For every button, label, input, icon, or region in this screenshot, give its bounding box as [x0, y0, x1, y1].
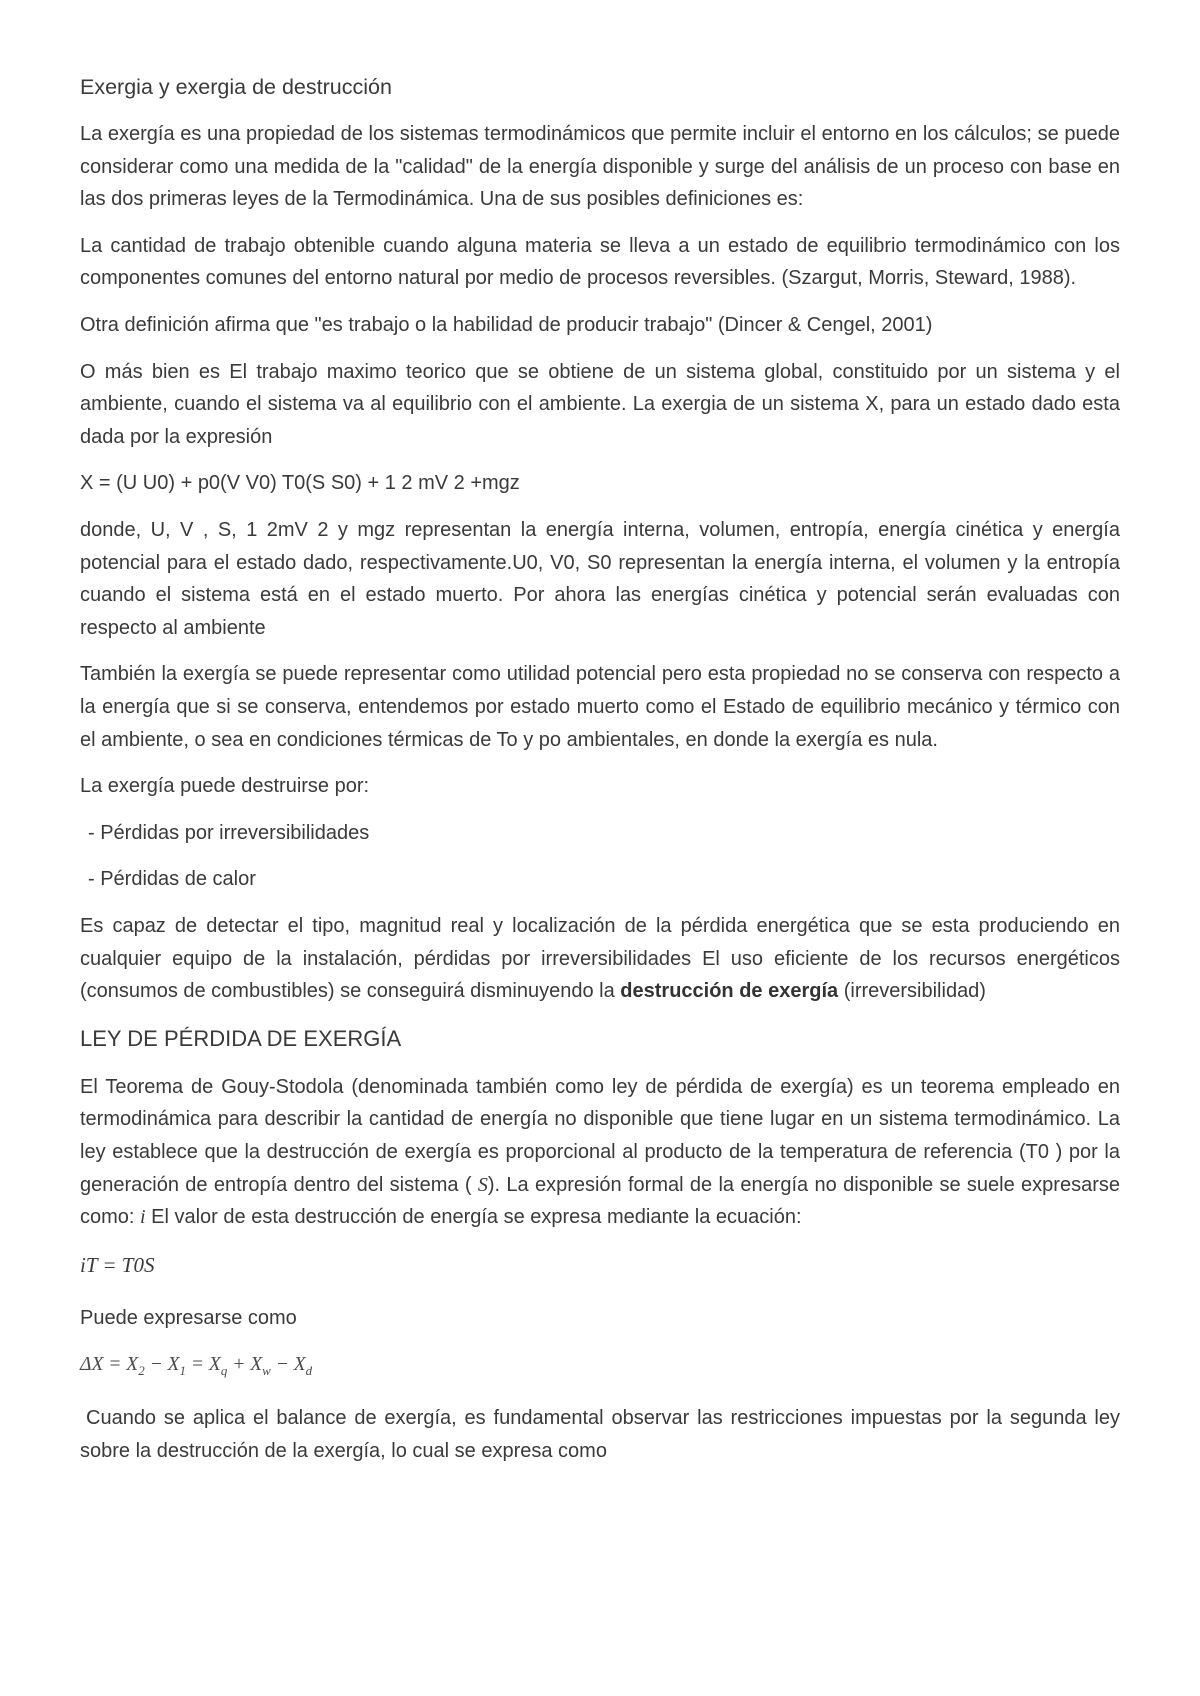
paragraph-variables-explanation: donde, U, V , S, 1 2mV 2 y mgz representan la energía interna, volumen, entropía, energía cinética y energía potencial para el estado dado, respectivamente.U0, V0, S0 representan la energía interna, el volumen y la entropía cuando el sistema está en el estado muerto. Por ahora las energías cinética y potencial serán evaluadas con respecto al ambiente — [80, 519, 1120, 639]
formula-part: − X — [270, 1353, 306, 1375]
paragraph-balance-restrictions: Cuando se aplica el balance de exergía, es fundamental observar las restricciones impuestas por la segunda ley sobre la destrucción de la exergía, lo cual se expresa como — [80, 1407, 1120, 1462]
paragraph-dead-state: También la exergía se puede representar como utilidad potencial pero esta propiedad no se conserva con respecto a la energía que si se conserva, entendemos por estado muerto como el Estado de equilibrio mecánico y térmico con el ambiente, o sea en condiciones térmicas de To y po ambientales, en donde la exergía es nula. — [80, 663, 1120, 751]
paragraph-gouy-stodola — [80, 1071, 1120, 1234]
paragraph-other-definition: Otra definición afirma que "es trabajo o la habilidad de producir trabajo" (Dincer & Cengel, 2001) — [80, 314, 933, 337]
formula-subscript: w — [262, 1362, 271, 1378]
document-title: Exergia y exergia de destrucción — [80, 75, 392, 99]
gouy-stodola-text-a: El Teorema de Gouy-Stodola (denominada también como ley de pérdida de exergía) es un teorema empleado en termodinámica para describir la cantidad de energía no disponible que tiene lugar en un sistema termodinámico. La ley establece que la destrucción de exergía es proporcional al producto de la temperatura de referencia (T0 ) por la generación de entropía dentro del sistema ( — [80, 1075, 1120, 1196]
formula-exergy-x: X = (U U0) + p0(V V0) T0(S S0) + 1 2 mV 2 +mgz — [80, 472, 520, 495]
section-heading-exergy-loss-law: LEY DE PÉRDIDA DE EXERGÍA — [80, 1025, 402, 1051]
math-symbol-i: i — [140, 1206, 146, 1229]
formula-part: = X — [186, 1353, 221, 1375]
bold-exergy-destruction: destrucción de exergía — [620, 980, 839, 1003]
paragraph-work-definition: O más bien es El trabajo maximo teorico que se obtiene de un sistema global, constituido por un sistema y el ambiente, cuando el sistema va al equilibrio con el ambiente. La exergia de un sistema X, para un estado dado esta dada por la expresión — [80, 360, 1120, 448]
formula-subscript: d — [305, 1362, 313, 1378]
gouy-stodola-text-b: ). La expresión formal de la energía no disponible se suele expresarse como: — [80, 1173, 1120, 1229]
paragraph-destruction-intro: La exergía puede destruirse por: — [80, 775, 370, 798]
formula-part: + X — [227, 1353, 263, 1375]
formula-part: ΔX = X — [80, 1353, 139, 1375]
list-item-heat-losses: - Pérdidas de calor — [88, 868, 256, 891]
formula-subscript: 1 — [179, 1362, 187, 1378]
formula-subscript: 2 — [138, 1362, 145, 1378]
math-symbol-s: S — [477, 1173, 488, 1196]
formula-it-t0s: iT = T0S — [80, 1252, 155, 1277]
formula-delta-x — [80, 1349, 1120, 1381]
paragraph-definition-quote: La cantidad de trabajo obtenible cuando alguna materia se lleva a un estado de equilibrio termodinámico con los componentes comunes del entorno natural por medio de procesos reversibles. (Szargut, Morris, Steward, 1988). — [80, 234, 1120, 290]
paragraph-intro: La exergía es una propiedad de los sistemas termodinámicos que permite incluir el entorno en los cálculos; se puede considerar como una medida de la "calidad" de la energía disponible y surge del análisis de un proceso con base en las dos primeras leyes de la Termodinámica. Una de sus posibles definiciones es: — [80, 123, 1120, 211]
paragraph-detection — [80, 910, 1120, 1008]
formula-part: − X — [144, 1353, 180, 1375]
paragraph-detection-suffix: (irreversibilidad) — [838, 980, 986, 1003]
gouy-stodola-text-c: El valor de esta destrucción de energía se expresa mediante la ecuación: — [145, 1206, 802, 1229]
paragraph-detection-text: Es capaz de detectar el tipo, magnitud real y localización de la pérdida energética que se esta produciendo en cualquier equipo de la instalación, pérdidas por irreversibilidades El uso eficiente de los recursos energéticos (consumos de combustibles) se conseguirá disminuyendo la — [80, 914, 1120, 1003]
formula-subscript: q — [220, 1362, 228, 1378]
paragraph-expressed-as: Puede expresarse como — [80, 1306, 297, 1329]
list-item-irreversibilities: - Pérdidas por irreversibilidades — [88, 821, 370, 844]
